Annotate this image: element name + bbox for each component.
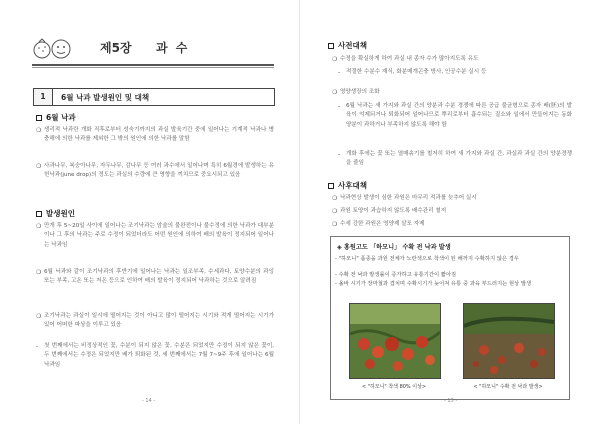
paragraph-text: 생리적 낙과란 개화 직후로부터 성숙기까지의 과실 발육기간 중에 일어나는 기계적 낙과나 병충해에 의한 낙과를 제외한 그 밖의 원인에 의한 낙과를 말함 bbox=[44, 127, 274, 143]
paragraph bbox=[36, 312, 274, 331]
dash-paragraph: - 첫 번째에서는 비정상적인 꽃, 수분이 되지 않은 꽃, 수분은 되었지만 수정이 되지 않은 꽃이, 두 번째에서는 수정은 되었지만 배가 퇴화된 것, 세 번째에서는 7월 7~9주 후에 일어나는 6월 낙과임 bbox=[36, 343, 274, 368]
section-title: 6월 낙과 발생원인 및 대책 bbox=[61, 92, 150, 102]
square-bullet-icon bbox=[328, 183, 334, 189]
dash-paragraph: - 6월 낙과는 새 가지와 과실 간의 양분과 수분 경쟁에 따른 공급 불균형으로 종자 배(胚)의 발육이 억제되거나 퇴화되어 일어나므로 뿌리로부터 흡수되는 질소와 일에서 만들어지는 동화양분이 과하거나 부족하지 않도록 해야 함 bbox=[338, 103, 572, 128]
chapter-rule-thin bbox=[32, 67, 274, 68]
dash-paragraph: - 개화 후에는 꽃 또는 열매솎기를 철저히 하여 새 가지와 과실 간, 과실과 과실 간의 양분경쟁을 줄임 bbox=[338, 151, 572, 167]
paragraph bbox=[36, 126, 274, 145]
paragraph bbox=[332, 220, 572, 229]
paragraph bbox=[36, 222, 274, 250]
box-title: ◈ 홍원고도 「하모니」 수확 전 낙과 발생 bbox=[337, 244, 451, 251]
heading-text: 발생원인 bbox=[46, 209, 75, 218]
paragraph bbox=[36, 162, 274, 181]
circle-bullet-icon: ❍ bbox=[36, 223, 42, 230]
paragraph bbox=[36, 268, 274, 287]
page-number: - 14 - bbox=[142, 398, 156, 404]
page-spine bbox=[299, 0, 300, 424]
paragraph bbox=[332, 55, 572, 64]
heading-june-drop bbox=[36, 112, 76, 123]
photo-caption: < "하모니" 수확 전 낙과 발생> bbox=[473, 384, 543, 390]
heading-followup bbox=[328, 180, 367, 191]
circle-bullet-icon: ❍ bbox=[36, 269, 42, 276]
fruit-icon bbox=[32, 36, 72, 60]
chapter-header bbox=[32, 36, 272, 60]
chapter-title: 과 수 bbox=[156, 41, 190, 55]
circle-bullet-icon: ❍ bbox=[332, 89, 338, 96]
paragraph-text: 적절한 수분수 재식, 화분매개곤충 방사, 인공수분 실시 등 bbox=[346, 69, 487, 75]
square-bullet-icon bbox=[36, 115, 42, 121]
chapter-number: 제5장 bbox=[100, 41, 132, 55]
paragraph-text: 수세 강한 과원은 영양제 살포 자제 bbox=[340, 221, 425, 227]
paragraph-text: 영양생장의 조화 bbox=[340, 89, 380, 95]
box-line: - 수확 전 낙과 발생률이 증가하고 유통기간이 짧아짐 bbox=[335, 272, 457, 278]
circle-bullet-icon: ❍ bbox=[332, 56, 338, 63]
paragraph-text: 조기낙과는 과실이 일시에 떨어지는 것이 아니고 많이 떨어지는 시기와 적게 떨어지는 시기가 있어 어떠한 파상을 이루고 있음 bbox=[44, 313, 274, 329]
paragraph-text: 사과나무, 복숭아나무, 자두나무, 감나무 등 여러 과수에서 일어나며 특히 6월경에 발생하는 유헌낙과(june drop)의 정도는 과실의 수량에 큰 영향을 끼치므로 중요시되고 있음 bbox=[44, 163, 274, 179]
paragraph bbox=[332, 88, 572, 97]
square-bullet-icon bbox=[36, 211, 42, 217]
circle-bullet-icon: ❍ bbox=[332, 208, 338, 215]
paragraph-text: 과원 토양이 과습하지 않도록 배수관리 철저 bbox=[340, 208, 447, 214]
paragraph-text: 첫 번째에서는 비정상적인 꽃, 수분이 되지 않은 꽃, 수분은 되었지만 수정이 되지 않은 꽃이, 두 번째에서는 수정은 되었지만 배가 퇴화된 것, 세 번째에서는 7월 7~9주 후에 일어나는 6월 낙과임 bbox=[44, 343, 274, 368]
chapter-rule bbox=[32, 64, 274, 66]
dash-paragraph: - 적절한 수분수 재식, 화분매개곤충 방사, 인공수분 실시 등 bbox=[338, 69, 487, 76]
square-bullet-icon bbox=[328, 43, 334, 49]
heading-preventive bbox=[328, 40, 367, 51]
photo-caption: < "하모니" 착색 80% 이상> bbox=[361, 384, 427, 390]
circle-bullet-icon: ❍ bbox=[332, 195, 338, 202]
paragraph bbox=[332, 207, 572, 216]
info-box bbox=[330, 236, 570, 400]
circle-bullet-icon: ❍ bbox=[36, 127, 42, 134]
page-number: - 15 - bbox=[444, 398, 458, 404]
paragraph bbox=[332, 194, 572, 203]
paragraph-text: 6월 낙과는 새 가지와 과실 간의 양분과 수분 경쟁에 따른 공급 불균형으로 종자 배(胚)의 발육이 억제되거나 퇴화되어 일어나므로 뿌리로부터 흡수되는 질소와 일에서 만들어지는 동화양분이 과하거나 부족하지 않도록 해야 함 bbox=[346, 103, 572, 128]
paragraph-text: 개화 후에는 꽃 또는 열매솎기를 철저히 하여 새 가지와 과실 간, 과실과 과실 간의 양분경쟁을 줄임 bbox=[346, 151, 572, 167]
section-box bbox=[33, 88, 275, 106]
circle-bullet-icon: ❍ bbox=[36, 163, 42, 170]
box-line: - "하모니" 품종을 과원 전체가 노란색으로 착색이 된 해까지 수확하지 않은 경우 bbox=[335, 256, 519, 262]
section-number: 1 bbox=[34, 89, 53, 105]
paragraph-text: 만개 후 5~20일 사이에 일어나는 조기낙과는 암술의 불완전이나 불수정에 의한 낙과가 대부분이나 그 후의 낙과는 주로 수정이 되었더라도 어떤 원인에 의하여 배의 발육이 정지되어 일어나는 낙과임 bbox=[44, 223, 274, 248]
heading-causes bbox=[36, 208, 75, 219]
paragraph-text: 6월 낙과와 같이 조기낙과의 후반기에 일어나는 낙과는 일조부족, 수세과다, 토양수분의 과잉 또는 부족, 고온 또는 저온 등으로 인하여 배의 발육이 정지되어 낙과하는 것으로 알려짐 bbox=[44, 269, 274, 285]
heading-text: 6월 낙과 bbox=[46, 113, 76, 122]
photo-harmony-fruit-drop bbox=[463, 303, 555, 379]
heading-text: 사후대책 bbox=[338, 181, 367, 190]
heading-text: 사전대책 bbox=[338, 41, 367, 50]
circle-bullet-icon: ❍ bbox=[332, 221, 338, 228]
paragraph-text: 낙과현상 발생이 심한 과원은 마무리 적과를 늦추어 실시 bbox=[340, 195, 477, 201]
box-line: - 올바 시기가 장마철과 겹치며 수확시기가 늦어져 유통 중 과육 부드러지는 현상 발생 bbox=[335, 281, 532, 287]
photo-harmony-colored bbox=[349, 303, 441, 379]
circle-bullet-icon: ❍ bbox=[36, 313, 42, 320]
paragraph-text: 수정을 확실하게 하여 과실 내 종자 수가 많아지도록 유도 bbox=[340, 56, 479, 62]
